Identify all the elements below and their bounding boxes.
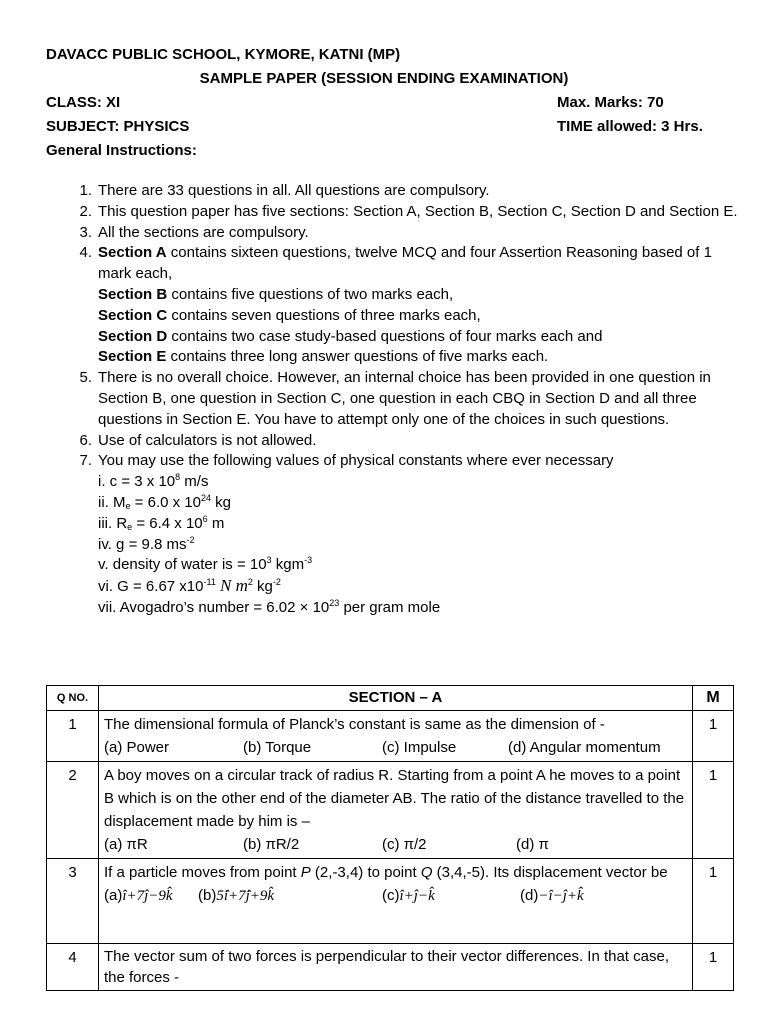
question-cell (99, 944, 693, 991)
table-row (47, 859, 734, 944)
question-marks: 1 (693, 859, 734, 944)
constant-earth-radius: iii. $R_e = 6.4$ x $10^6$ m (98, 513, 225, 532)
question-number: 1 (47, 711, 99, 762)
class-label: CLASS: XI (46, 94, 121, 111)
question-marks: 1 (693, 944, 734, 991)
instruction-item: 4. Section A contains sixteen questions, twelve MCQ and four Assertion Reasoning based of 1 mark each, Section B contains five questions of two marks each, Section C contains seven questions of three marks each, Section D contains two case study-based questions of four marks each and Section E contains three long answer questions of five marks each. (79, 244, 712, 366)
question-cell (99, 711, 693, 762)
option-d: (d) Angular momentum (508, 739, 661, 756)
instruction-item: 6. Use of calculators is not allowed. (79, 431, 317, 449)
constant-g: iv. g = 9.8 $ms^{-2}$ (98, 534, 195, 553)
question-options (104, 884, 687, 908)
question-marks: 1 (693, 711, 734, 762)
question-number: 4 (47, 944, 99, 991)
option-b: (b) Torque (243, 739, 312, 756)
table-row (47, 944, 734, 991)
instruction-item: 1. There are 33 questions in all. All questions are compulsory. (79, 182, 490, 199)
marks-header: M (693, 686, 734, 711)
section-header: SECTION – A (99, 686, 693, 711)
constant-avogadro: vii. Avogadro’s number = $6.02 \times 10^{23}$ per gram mole (98, 597, 441, 616)
question-cell (99, 859, 693, 944)
option-d: (d)−î−ĵ+k̂ (520, 887, 584, 904)
question-options (104, 833, 687, 856)
option-b: (b) πR/2 (243, 836, 300, 853)
constant-gravitational: vi. G = 6.67 $x10^{-11}$ N $m^2$ $kg^{-2}$ (98, 576, 281, 596)
school-name: DAVACC PUBLIC SCHOOL, KYMORE, KATNI (MP) (46, 46, 401, 63)
question-text: The dimensional formula of Planck’s constant is same as the dimension of - (104, 716, 605, 733)
option-d: (d) π (516, 836, 549, 853)
paper-title: SAMPLE PAPER (SESSION ENDING EXAMINATION) (199, 70, 569, 87)
subject-label: SUBJECT: PHYSICS (46, 118, 190, 135)
option-c: (c) Impulse (382, 739, 457, 756)
instruction-item: 3. All the sections are compulsory. (79, 223, 309, 241)
table-header-row (47, 686, 734, 711)
question-text: If a particle moves from point P (2,-3,4) to point Q (3,4,-5). Its displacement vector be (104, 864, 668, 881)
question-text: The vector sum of two forces is perpendicular to their vector differences. In that case, the forces - (104, 948, 669, 986)
question-options (104, 736, 687, 759)
instructions-title: General Instructions: (46, 142, 197, 159)
instruction-item: 7. You may use the following values of physical constants where ever necessary i. c = 3 x $10^8$ m/s ii. $M_e = 6.0$ x $10^{24}$ kg iii. $R_e = 6.4$ x $10^6$ m iv. g = 9.8 $ms^{-2}$ v. density of water is = $10^3$ kgm$^{-3}$ vi. G = 6.67 $x10^{-11}$ N $m^2$ $kg^{-2}$ vii. Avogadro’s number = $6.02 \times 10^{23}$ per gram mole (46, 451, 746, 618)
question-number: 2 (47, 762, 99, 859)
questions-table (46, 685, 734, 991)
instruction-item: 5. There is no overall choice. However, an internal choice has been provided in one question in Section B, one question in Section C, one question in each CBQ in Section D and all three questions in Section E. You have to attempt only one of the choices in such questions. (79, 369, 711, 428)
max-marks: Max. Marks: 70 (557, 94, 664, 111)
option-c: (c) π/2 (382, 836, 427, 853)
question-marks: 1 (693, 762, 734, 859)
time-allowed: TIME allowed: 3 Hrs. (557, 118, 703, 135)
question-cell (99, 762, 693, 859)
instruction-item: 2. This question paper has five sections: Section A, Section B, Section C, Section D and Section E. (79, 202, 738, 220)
option-a: (a)î+7ĵ−9k̂ (104, 887, 173, 904)
option-a: (a) Power (104, 739, 170, 756)
question-text: A boy moves on a circular track of radius R. Starting from a point A he moves to a point B which is on the other end of the diameter AB. The ratio of the distance travelled to the displacement made by him is – (104, 767, 685, 830)
option-a: (a) πR (104, 836, 148, 853)
constant-c: i. c = 3 x $10^8$ m/s (98, 472, 209, 491)
table-row (47, 762, 734, 859)
table-row (47, 711, 734, 762)
option-b: (b)5̂i+7̂j+9k̂ (198, 887, 275, 904)
qno-header: Q NO. (47, 686, 99, 711)
constant-earth-mass: ii. $M_e = 6.0$ x $10^{24}$ kg (98, 492, 232, 511)
constant-water-density: v. density of water is = $10^3$ kgm$^{-3}$ (98, 555, 313, 574)
instructions-list (46, 181, 746, 619)
option-c: (c)î+ĵ−k̂ (382, 887, 435, 904)
question-number: 3 (47, 859, 99, 944)
